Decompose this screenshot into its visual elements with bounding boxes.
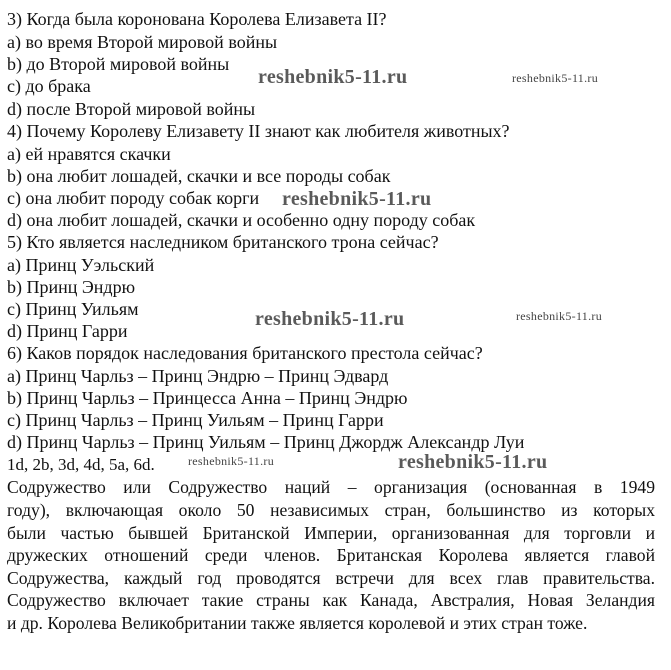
paragraph-line: году), включающая около 50 независимых стран, большинство из которых (7, 500, 655, 520)
watermark: reshebnik5-11.ru (188, 454, 274, 468)
question-3-option-b: b) до Второй мировой войны (7, 54, 230, 74)
question-5-option-d: d) Принц Гарри (7, 321, 128, 341)
watermark: reshebnik5-11.ru (255, 308, 405, 330)
question-4-option-d: d) она любит лошадей, скачки и особенно одну породу собак (7, 210, 476, 230)
answer-key: 1d, 2b, 3d, 4d, 5a, 6d. (7, 455, 155, 474)
question-4: 4) Почему Королеву Елизавету II знают как любителя животных? (7, 121, 510, 141)
paragraph-line: и др. Королева Великобритании также является королевой и этих стран тоже. (7, 613, 588, 633)
question-5: 5) Кто является наследником британского трона сейчас? (7, 232, 439, 252)
paragraph-line: Содружество или Содружество наций – организация (основанная в 1949 (7, 477, 655, 497)
question-5-option-a: a) Принц Уэльский (7, 255, 155, 275)
watermark: reshebnik5-11.ru (398, 451, 548, 473)
question-5-option-b: b) Принц Эндрю (7, 277, 136, 297)
paragraph-line: дружеских отношений среди членов. Британская Королева является главой (7, 545, 655, 565)
paragraph-line: Содружество включает такие страны как Канада, Австралия, Новая Зеландия (7, 590, 655, 610)
watermark: reshebnik5-11.ru (258, 66, 408, 88)
paragraph-line: были частью бывшей Британской Империи, организованная для торговли и (7, 523, 655, 543)
question-6-option-c: c) Принц Чарльз – Принц Уильям – Принц Гарри (7, 410, 384, 430)
question-6-option-d: d) Принц Чарльз – Принц Уильям – Принц Джордж Александр Луи (7, 432, 525, 452)
question-5-option-c: c) Принц Уильям (7, 299, 139, 319)
question-6: 6) Каков порядок наследования британского престола сейчас? (7, 343, 483, 363)
paragraph-line: Содружества, каждый год проводятся встречи для всех глав правительства. (7, 568, 655, 588)
question-4-option-c: c) она любит породу собак корги (7, 188, 260, 208)
question-4-option-a: a) ей нравятся скачки (7, 144, 171, 164)
watermark: reshebnik5-11.ru (516, 309, 602, 323)
question-3-option-d: d) после Второй мировой войны (7, 99, 256, 119)
watermark: reshebnik5-11.ru (512, 71, 598, 85)
watermark: reshebnik5-11.ru (282, 188, 432, 210)
question-4-option-b: b) она любит лошадей, скачки и все породы собак (7, 166, 391, 186)
question-6-option-a: a) Принц Чарльз – Принц Эндрю – Принц Эдвард (7, 366, 389, 386)
question-3-option-c: c) до брака (7, 76, 91, 96)
question-6-option-b: b) Принц Чарльз – Принцесса Анна – Принц Эндрю (7, 388, 408, 408)
question-3-option-a: a) во время Второй мировой войны (7, 32, 278, 52)
question-3: 3) Когда была коронована Королева Елизавета II? (7, 9, 387, 29)
